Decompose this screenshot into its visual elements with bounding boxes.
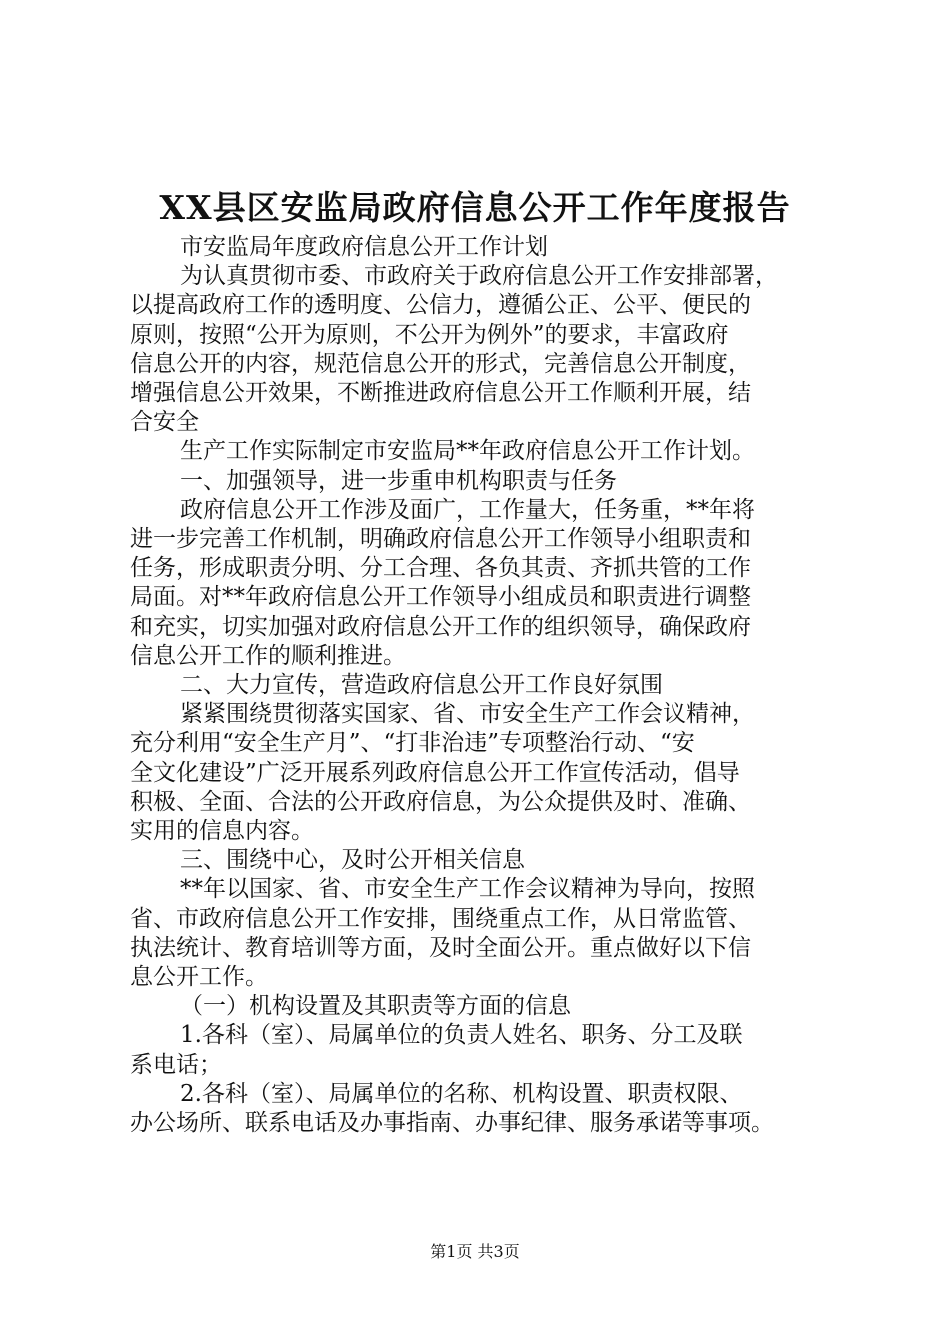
body-line: 充分利用“安全生产月”、“打非治违”专项整治行动、“安 <box>130 730 695 757</box>
list-item: 1.各科（室）、局属单位的负责人姓名、职务、分工及联 <box>180 1022 743 1049</box>
document-body <box>130 233 830 1138</box>
body-line: 和充实，切实加强对政府信息公开工作的组织领导，确保政府 <box>130 613 751 640</box>
section-heading: 二、大力宣传，营造政府信息公开工作良好氛围 <box>180 672 663 699</box>
body-line: 息公开工作。 <box>130 964 268 991</box>
body-line: 省、市政府信息公开工作安排，围绕重点工作，从日常监管、 <box>130 905 751 932</box>
body-line: 积极、全面、合法的公开政府信息，为公众提供及时、准确、 <box>130 788 751 815</box>
body-line: 合安全 <box>130 409 199 436</box>
section-heading: 三、围绕中心，及时公开相关信息 <box>180 847 525 874</box>
body-line: 生产工作实际制定市安监局**年政府信息公开工作计划。 <box>180 438 755 465</box>
body-line: 信息公开的内容，规范信息公开的形式，完善信息公开制度， <box>130 350 751 377</box>
list-item: 2.各科（室）、局属单位的名称、机构设置、职责权限、 <box>180 1080 743 1107</box>
list-item-continuation: 系电话； <box>130 1051 222 1078</box>
body-line: **年以国家、省、市安全生产工作会议精神为导向，按照 <box>180 876 755 903</box>
body-line: 进一步完善工作机制，明确政府信息公开工作领导小组职责和 <box>130 526 751 553</box>
body-line: 紧紧围绕贯彻落实国家、省、市安全生产工作会议精神， <box>180 701 755 728</box>
body-line: 政府信息公开工作涉及面广，工作量大，任务重，**年将 <box>180 496 755 523</box>
list-item-continuation: 办公场所、联系电话及办事指南、办事纪律、服务承诺等事项。 <box>130 1110 774 1137</box>
body-line: 信息公开工作的顺利推进。 <box>130 642 406 669</box>
subsection-heading: （一）机构设置及其职责等方面的信息 <box>180 993 571 1020</box>
section-heading: 一、加强领导，进一步重申机构职责与任务 <box>180 467 617 494</box>
body-line: 任务，形成职责分明、分工合理、各负其责、齐抓共管的工作 <box>130 555 751 582</box>
body-line: 增强信息公开效果，不断推进政府信息公开工作顺利开展，结 <box>130 380 751 407</box>
body-line: 市安监局年度政府信息公开工作计划 <box>180 234 548 260</box>
body-line: 为认真贯彻市委、市政府关于政府信息公开工作安排部署， <box>180 263 778 290</box>
body-line: 以提高政府工作的透明度、公信力，遵循公正、公平、便民的 <box>130 292 751 319</box>
document-title: XX县区安监局政府信息公开工作年度报告 <box>159 188 791 227</box>
body-line: 全文化建设”广泛开展系列政府信息公开工作宣传活动，倡导 <box>130 759 740 786</box>
body-line: 原则，按照“公开为原则，不公开为例外”的要求，丰富政府 <box>130 321 729 348</box>
body-line: 实用的信息内容。 <box>130 818 314 845</box>
body-line: 局面。对**年政府信息公开工作领导小组成员和职责进行调整 <box>130 584 751 611</box>
body-line: 执法统计、教育培训等方面，及时全面公开。重点做好以下信 <box>130 934 751 961</box>
page-number-footer: 第1页 共3页 <box>430 1242 520 1261</box>
